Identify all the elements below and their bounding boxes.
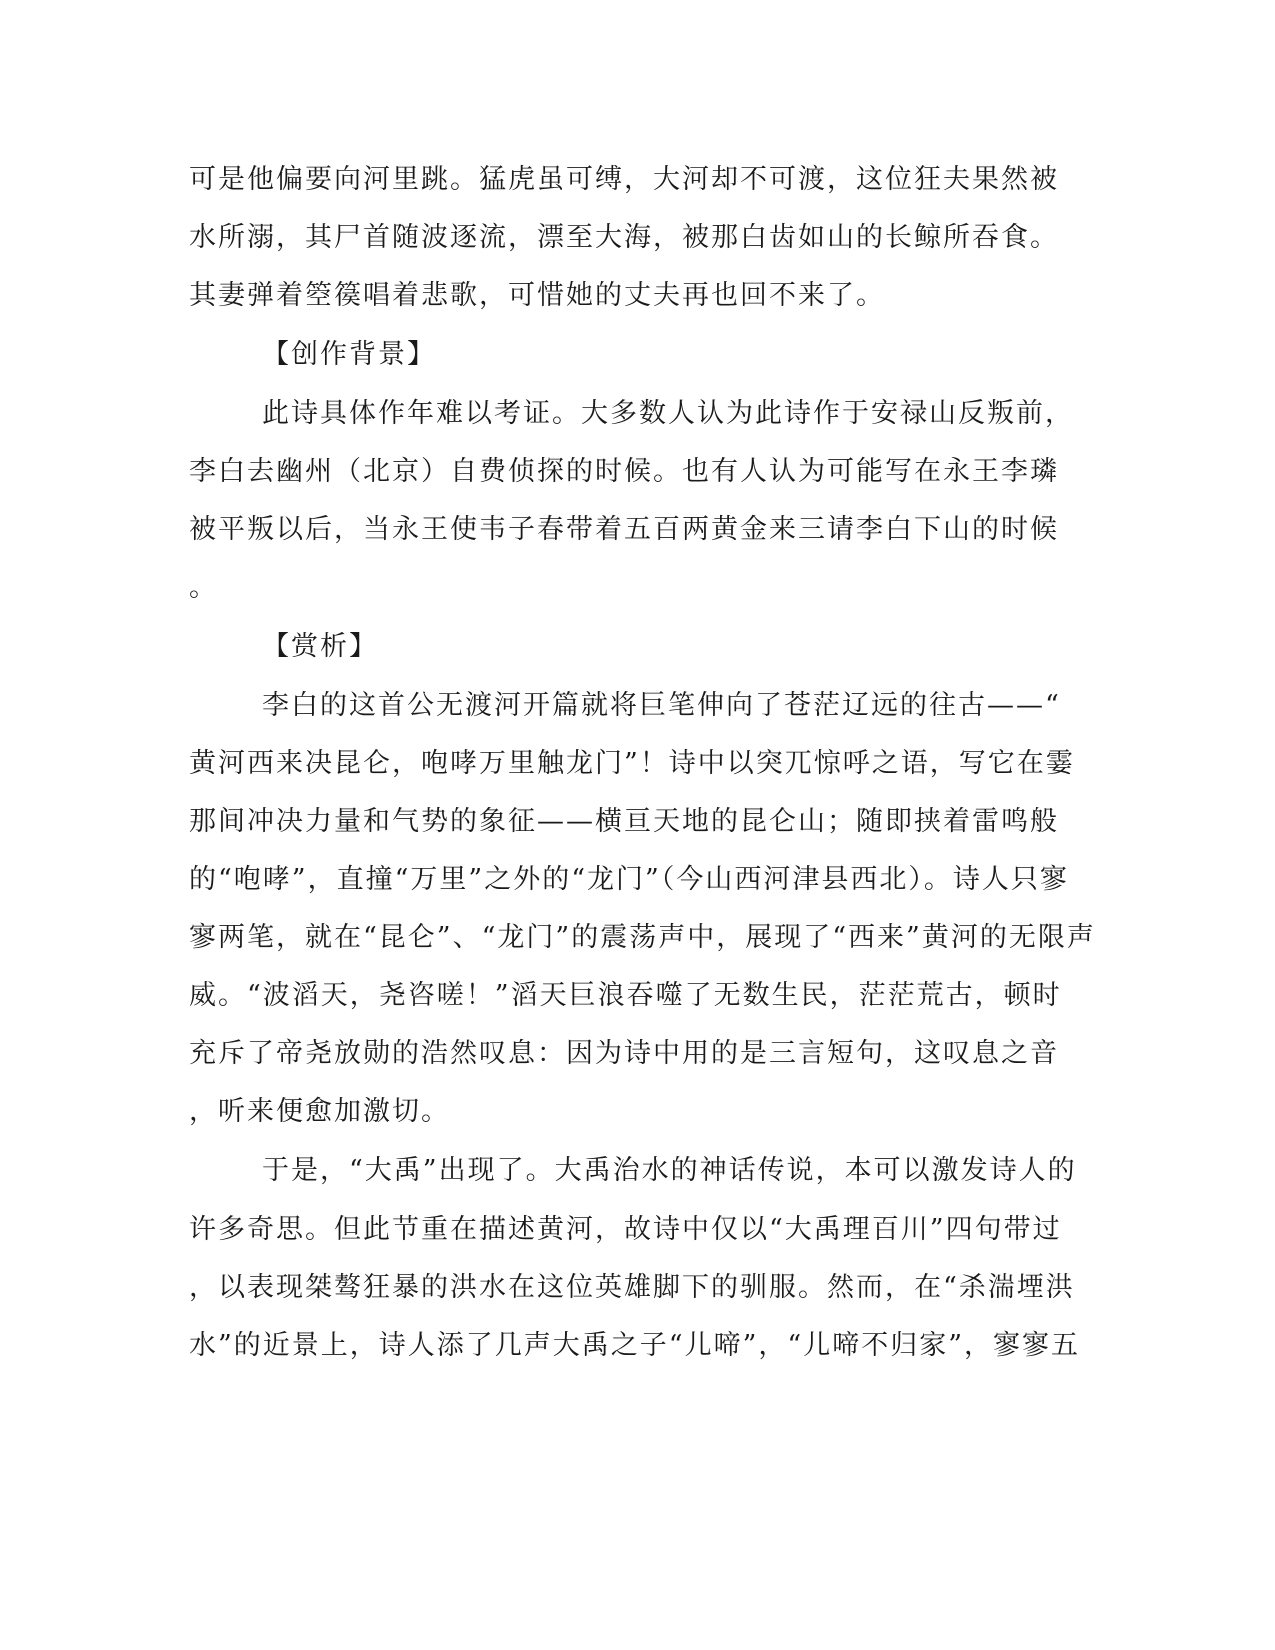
text-line: 可是他偏要向河里跳。猛虎虽可缚，大河却不可渡，这位狂夫果然被 xyxy=(189,164,1059,195)
text-line: 。 xyxy=(189,572,218,603)
text-line: 许多奇思。但此节重在描述黄河，故诗中仅以“大禹理百川”四句带过 xyxy=(189,1214,1062,1245)
text-line: 水”的近景上，诗人添了几声大禹之子“儿啼”，“儿啼不归家”，寥寥五 xyxy=(189,1330,1081,1361)
text-line: ，以表现桀骜狂暴的洪水在这位英雄脚下的驯服。然而，在“杀湍堙洪 xyxy=(189,1272,1075,1303)
text-line: 威。“波滔天，尧咨嗟！”滔天巨浪吞噬了无数生民，茫茫荒古，顿时 xyxy=(189,980,1062,1011)
text-line: 被平叛以后，当永王使韦子春带着五百两黄金来三请李白下山的时候 xyxy=(189,514,1059,545)
text-line: 此诗具体作年难以考证。大多数人认为此诗作于安禄山反叛前， xyxy=(262,398,1074,429)
text-line: 寥两笔，就在“昆仑”、“龙门”的震荡声中，展现了“西来”黄河的无限声 xyxy=(189,922,1096,953)
text-line: 其妻弹着箜篌唱着悲歌，可惜她的丈夫再也回不来了。 xyxy=(189,280,885,311)
text-line: 李白去幽州（北京）自费侦探的时候。也有人认为可能写在永王李璘 xyxy=(189,456,1059,487)
section-heading-analysis: 【赏析】 xyxy=(262,631,378,662)
text-line: 充斥了帝尧放勋的浩然叹息：因为诗中用的是三言短句，这叹息之音 xyxy=(189,1038,1059,1069)
text-line: ，听来便愈加激切。 xyxy=(189,1096,450,1127)
section-heading-background: 【创作背景】 xyxy=(262,339,436,370)
text-line: 黄河西来决昆仑，咆哮万里触龙门”！诗中以突兀惊呼之语，写它在霎 xyxy=(189,748,1075,779)
text-line: 的“咆哮”，直撞“万里”之外的“龙门”（今山西河津县西北）。诗人只寥 xyxy=(189,864,1069,895)
text-line: 于是，“大禹”出现了。大禹治水的神话传说，本可以激发诗人的 xyxy=(262,1155,1077,1186)
text-line: 那间冲决力量和气势的象征——横亘天地的昆仑山；随即挟着雷鸣般 xyxy=(189,806,1059,837)
text-line: 水所溺，其尸首随波逐流，漂至大海，被那白齿如山的长鲸所吞食。 xyxy=(189,222,1059,253)
text-line: 李白的这首公无渡河开篇就将巨笔伸向了苍茫辽远的往古——“ xyxy=(262,690,1061,721)
